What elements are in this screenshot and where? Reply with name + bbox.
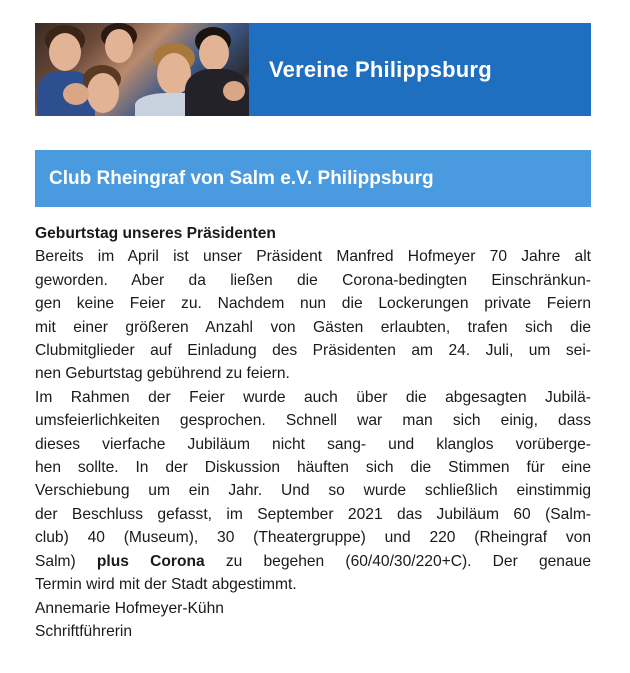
article-line: Bereits im April ist unser Präsident Manfred Hofmeyer 70 Jahre alt	[35, 248, 591, 266]
article-line: umsfeierlichkeiten gesprochen. Schnell war man sich einig, dass	[35, 412, 591, 430]
article-line: geworden. Aber da ließen die Corona-bedingten Einschränkun-	[35, 271, 591, 289]
club-title: Club Rheingraf von Salm e.V. Philippsburg	[49, 167, 434, 189]
article-line: club) 40 (Museum), 30 (Theatergruppe) und 220 (Rheingraf von	[35, 529, 591, 547]
article-line	[35, 550, 591, 573]
article-line: Clubmitglieder auf Einladung des Präsidenten am 24. Juli, um sei-	[35, 342, 591, 360]
article-line: Im Rahmen der Feier wurde auch über die abgesagten Jubilä-	[35, 388, 591, 406]
article-line: dieses vierfache Jubiläum nicht sang- und klanglos vorüberge-	[35, 435, 591, 453]
club-title-bar	[35, 150, 591, 207]
article-line: Verschiebung um ein Jahr. Und so wurde schließlich einstimmig	[35, 482, 591, 500]
article-line: hen sollte. In der Diskussion häuften sich die Stimmen für eine	[35, 459, 591, 477]
banner-title-box	[249, 23, 591, 116]
group-photo	[35, 23, 249, 116]
author-name: Annemarie Hofmeyer-Kühn	[35, 599, 224, 617]
article-line: nen Geburtstag gebührend zu feiern.	[35, 365, 290, 383]
article-line: gen keine Feier zu. Nachdem nun die Lockerungen private Feiern	[35, 295, 591, 313]
banner-title: Vereine Philippsburg	[269, 56, 492, 82]
article-line: der Beschluss gefasst, im September 2021 das Jubiläum 60 (Salm-	[35, 505, 591, 523]
header-banner	[35, 23, 591, 116]
author-role: Schriftführerin	[35, 622, 133, 640]
article-text: Salm)	[35, 552, 76, 570]
article-heading: Geburtstag unseres Präsidenten	[35, 225, 276, 242]
article-text: zu begehen (60/40/30/220+C). Der genaue	[225, 552, 591, 570]
article	[35, 222, 591, 643]
article-line: Termin wird mit der Stadt abgestimmt.	[35, 576, 297, 594]
bold-text: plus Corona	[96, 552, 205, 570]
article-line: mit einer größeren Anzahl von Gästen erlaubten, trafen sich die	[35, 318, 591, 336]
